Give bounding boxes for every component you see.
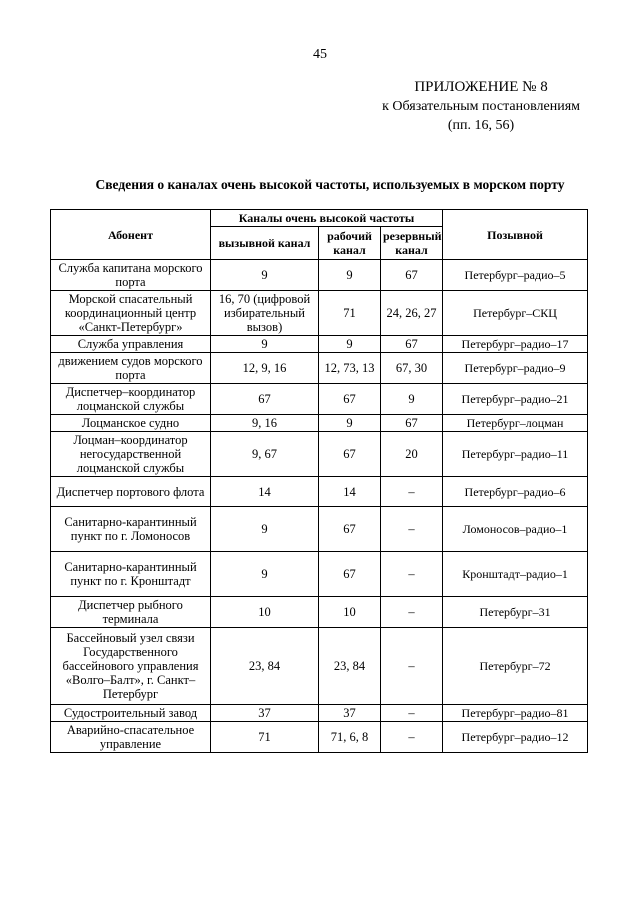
cell-callsign: Петербург–радио–12 bbox=[443, 722, 588, 753]
page-number: 45 bbox=[313, 47, 327, 62]
cell-callsign: Петербург–СКЦ bbox=[443, 291, 588, 336]
cell-callsign: Петербург–радио–81 bbox=[443, 705, 588, 722]
appendix-block bbox=[382, 78, 580, 135]
cell-reserve-channel: 67 bbox=[381, 336, 443, 353]
cell-working-channel: 37 bbox=[319, 705, 381, 722]
table-row bbox=[51, 353, 588, 384]
cell-subscriber: Диспетчер портового флота bbox=[51, 477, 211, 507]
cell-reserve-channel: – bbox=[381, 552, 443, 597]
table-row bbox=[51, 384, 588, 415]
cell-subscriber: Лоцманское судно bbox=[51, 415, 211, 432]
table-row bbox=[51, 597, 588, 628]
cell-calling-channel: 37 bbox=[211, 705, 319, 722]
cell-subscriber: Аварийно-спасательное управление bbox=[51, 722, 211, 753]
cell-working-channel: 71 bbox=[319, 291, 381, 336]
table-row bbox=[51, 432, 588, 477]
cell-calling-channel: 9 bbox=[211, 336, 319, 353]
cell-calling-channel: 9 bbox=[211, 507, 319, 552]
cell-working-channel: 14 bbox=[319, 477, 381, 507]
cell-working-channel: 67 bbox=[319, 552, 381, 597]
document-title: Сведения о каналах очень высокой частоты, используемых в морском порту bbox=[95, 177, 565, 192]
cell-working-channel: 67 bbox=[319, 507, 381, 552]
cell-calling-channel: 67 bbox=[211, 384, 319, 415]
cell-calling-channel: 9 bbox=[211, 260, 319, 291]
header-reserve-channel: резервный канал bbox=[381, 227, 443, 260]
header-calling-channel: вызывной канал bbox=[211, 227, 319, 260]
header-working-channel: рабочий канал bbox=[319, 227, 381, 260]
cell-callsign: Кронштадт–радио–1 bbox=[443, 552, 588, 597]
cell-working-channel: 12, 73, 13 bbox=[319, 353, 381, 384]
table-row bbox=[51, 552, 588, 597]
cell-subscriber: Санитарно-карантинный пункт по г. Кронштадт bbox=[51, 552, 211, 597]
cell-reserve-channel: 67 bbox=[381, 415, 443, 432]
table-row bbox=[51, 628, 588, 705]
cell-working-channel: 67 bbox=[319, 432, 381, 477]
cell-callsign: Ломоносов–радио–1 bbox=[443, 507, 588, 552]
cell-reserve-channel: 9 bbox=[381, 384, 443, 415]
cell-calling-channel: 23, 84 bbox=[211, 628, 319, 705]
cell-subscriber: Служба управления bbox=[51, 336, 211, 353]
cell-working-channel: 67 bbox=[319, 384, 381, 415]
cell-calling-channel: 10 bbox=[211, 597, 319, 628]
cell-reserve-channel: 24, 26, 27 bbox=[381, 291, 443, 336]
cell-working-channel: 71, 6, 8 bbox=[319, 722, 381, 753]
vhf-channels-table bbox=[50, 209, 588, 753]
appendix-reference: к Обязательным постановлениям bbox=[382, 99, 580, 114]
cell-reserve-channel: – bbox=[381, 477, 443, 507]
cell-reserve-channel: – bbox=[381, 628, 443, 705]
table-row bbox=[51, 507, 588, 552]
cell-working-channel: 23, 84 bbox=[319, 628, 381, 705]
header-subscriber: Абонент bbox=[51, 210, 211, 260]
cell-reserve-channel: – bbox=[381, 507, 443, 552]
cell-subscriber: движением судов морского порта bbox=[51, 353, 211, 384]
cell-calling-channel: 14 bbox=[211, 477, 319, 507]
cell-calling-channel: 9 bbox=[211, 552, 319, 597]
cell-reserve-channel: – bbox=[381, 705, 443, 722]
appendix-title: ПРИЛОЖЕНИЕ № 8 bbox=[414, 79, 548, 95]
cell-callsign: Петербург–72 bbox=[443, 628, 588, 705]
cell-subscriber: Бассейновый узел связи Государственного бассейнового управления «Волго–Балт», г. Санкт–Петербург bbox=[51, 628, 211, 705]
cell-working-channel: 9 bbox=[319, 260, 381, 291]
cell-subscriber: Диспетчер рыбного терминала bbox=[51, 597, 211, 628]
table-row bbox=[51, 415, 588, 432]
header-callsign: Позывной bbox=[443, 210, 588, 260]
cell-reserve-channel: 67, 30 bbox=[381, 353, 443, 384]
cell-callsign: Петербург–лоцман bbox=[443, 415, 588, 432]
cell-subscriber: Диспетчер–координатор лоцманской службы bbox=[51, 384, 211, 415]
header-channels-group: Каналы очень высокой частоты bbox=[211, 210, 443, 227]
cell-callsign: Петербург–радио–17 bbox=[443, 336, 588, 353]
cell-reserve-channel: 20 bbox=[381, 432, 443, 477]
table-body bbox=[51, 260, 588, 753]
cell-subscriber: Служба капитана морского порта bbox=[51, 260, 211, 291]
cell-calling-channel: 16, 70 (цифровой избирательный вызов) bbox=[211, 291, 319, 336]
cell-calling-channel: 71 bbox=[211, 722, 319, 753]
table-row bbox=[51, 722, 588, 753]
cell-callsign: Петербург–радио–11 bbox=[443, 432, 588, 477]
cell-subscriber: Морской спасательный координационный центр «Санкт-Петербург» bbox=[51, 291, 211, 336]
cell-subscriber: Лоцман–координатор негосударственной лоцманской службы bbox=[51, 432, 211, 477]
table-row bbox=[51, 260, 588, 291]
cell-working-channel: 9 bbox=[319, 415, 381, 432]
cell-subscriber: Санитарно-карантинный пункт по г. Ломоносов bbox=[51, 507, 211, 552]
appendix-paragraphs: (пп. 16, 56) bbox=[447, 118, 515, 133]
table-row bbox=[51, 336, 588, 353]
cell-calling-channel: 12, 9, 16 bbox=[211, 353, 319, 384]
cell-callsign: Петербург–радио–5 bbox=[443, 260, 588, 291]
cell-reserve-channel: 67 bbox=[381, 260, 443, 291]
cell-working-channel: 10 bbox=[319, 597, 381, 628]
cell-calling-channel: 9, 16 bbox=[211, 415, 319, 432]
table-row bbox=[51, 291, 588, 336]
cell-subscriber: Судостроительный завод bbox=[51, 705, 211, 722]
table-row bbox=[51, 477, 588, 507]
cell-callsign: Петербург–радио–9 bbox=[443, 353, 588, 384]
cell-reserve-channel: – bbox=[381, 597, 443, 628]
cell-reserve-channel: – bbox=[381, 722, 443, 753]
cell-callsign: Петербург–радио–21 bbox=[443, 384, 588, 415]
cell-calling-channel: 9, 67 bbox=[211, 432, 319, 477]
cell-callsign: Петербург–31 bbox=[443, 597, 588, 628]
cell-callsign: Петербург–радио–6 bbox=[443, 477, 588, 507]
table-row bbox=[51, 705, 588, 722]
cell-working-channel: 9 bbox=[319, 336, 381, 353]
